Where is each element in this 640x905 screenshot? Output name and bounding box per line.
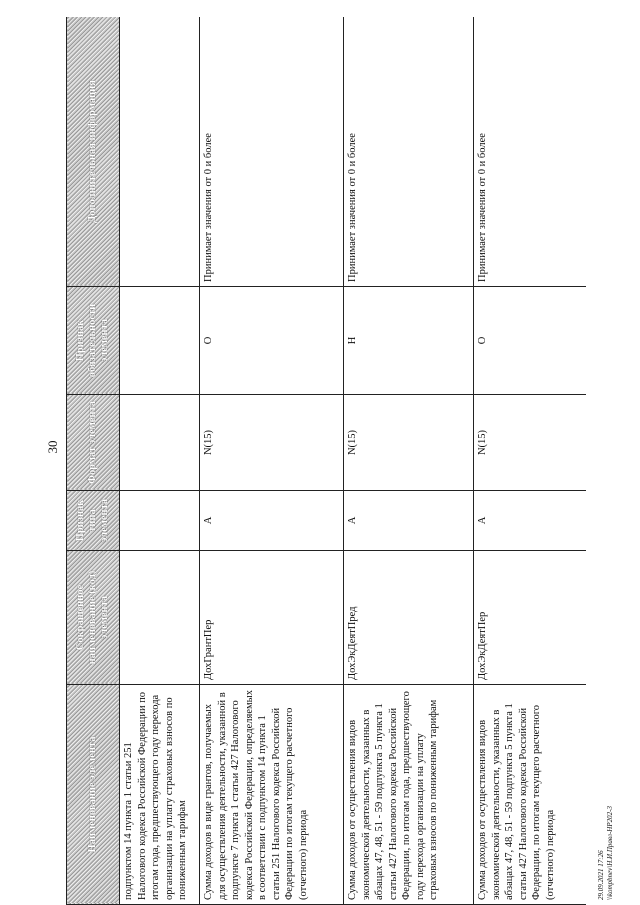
header-type: Признак типа элемента [67, 491, 120, 551]
table-header-row [67, 17, 120, 905]
cell-name: подпунктом 14 пункта 1 статьи 251 Налогового кодекса Российской Федерации по итогам года, предшествующего году перехода организации на уплату страховых взносов по пониженным тарифам [120, 685, 200, 905]
cell-format: N(15) [200, 395, 344, 491]
cell-info: Принимает значения от 0 и более [344, 17, 474, 287]
cell-info: Принимает значения от 0 и более [200, 17, 344, 287]
elements-table [66, 17, 586, 905]
cell-code: ДохЭкДеятПер [474, 551, 587, 685]
cell-type: А [344, 491, 474, 551]
header-required: Признак обязательности элемента [67, 287, 120, 395]
cell-required: Н [344, 287, 474, 395]
cell-required: О [474, 287, 587, 395]
table-row [474, 17, 587, 905]
page-number: 30 [45, 440, 60, 454]
header-name: Наименование элемента [67, 685, 120, 905]
cell-code: ДохЭкДеятПред [344, 551, 474, 685]
cell-name: Сумма доходов в виде грантов, получаемых для осуществления деятельности, указанной в подпункте 7 пункта 1 статьи 427 Налогового кодекса Российской Федерации, определяемых в соответствии с подпунктом 14 пункта 1 статьи 251 Налогового кодекса Российской Федерации по итогам текущего расчетного (отчетного) периода [200, 685, 344, 905]
cell-type [120, 491, 200, 551]
cell-required [120, 287, 200, 395]
table-container [66, 17, 586, 905]
footer-date: 29.09.2021 17:26 [597, 850, 605, 900]
table-row [344, 17, 474, 905]
cell-code: ДохГрантПер [200, 551, 344, 685]
table-row [200, 17, 344, 905]
header-code: Сокращенное наименование (код) элемента [67, 551, 120, 685]
cell-format: N(15) [344, 395, 474, 491]
cell-type: А [200, 491, 344, 551]
cell-format [120, 395, 200, 491]
cell-code [120, 551, 200, 685]
rotated-table [66, 17, 586, 905]
cell-name: Сумма доходов от осуществления видов экономической деятельности, указанных в абзацах 47, 48, 51 - 59 подпункта 5 пункта 1 статьи 427 Налогового кодекса Российской Федерации, по итогам текущего расчетного (отчетного) периода [474, 685, 587, 905]
cell-required: О [200, 287, 344, 395]
cell-type: А [474, 491, 587, 551]
cell-info: Принимает значения от 0 и более [474, 17, 587, 287]
footer-stamp [595, 700, 617, 900]
header-info: Дополнительная информация [67, 17, 120, 287]
cell-format: N(15) [474, 395, 587, 491]
cell-info [120, 17, 200, 287]
cell-name: Сумма доходов от осуществления видов экономической деятельности, указанных в абзацах 47, 48, 51 - 59 подпункта 5 пункта 1 статьи 427 Налогового кодекса Российской Федерации, по итогам года, предшествующего году перехода организации на уплату страховых взносов по пониженным тарифам [344, 685, 474, 905]
header-format: Формат элемента [67, 395, 120, 491]
table-row [120, 17, 200, 905]
footer-path: \\kompbnev\Н.И.Правл-НР202-3 [606, 806, 614, 900]
